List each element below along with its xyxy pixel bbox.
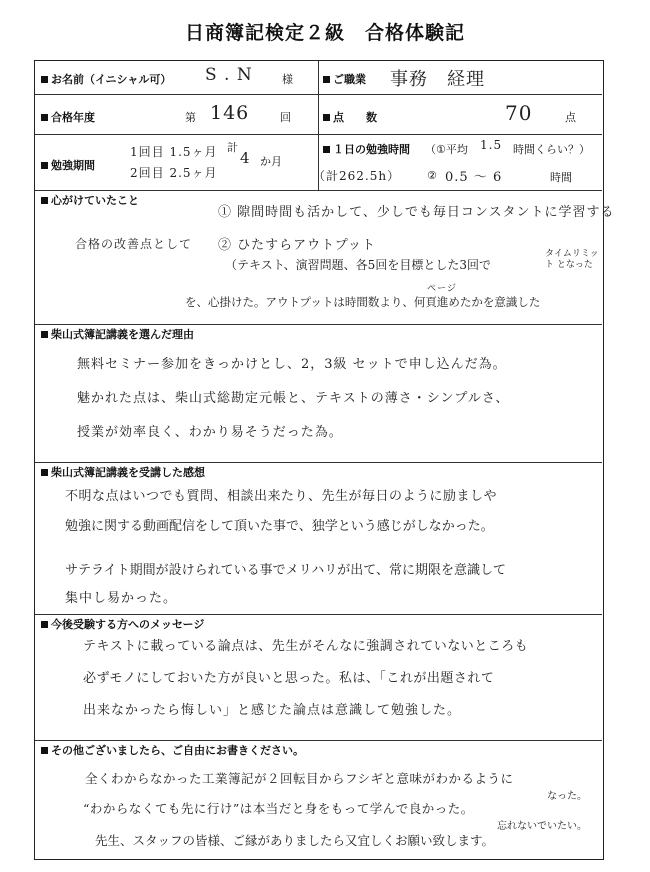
mindset-line3: を、心掛けた。アウトプットは時間数より、何頁進めたかを意識した xyxy=(185,295,541,309)
dai-text: 第 xyxy=(185,111,196,124)
mindset-item2-detail: （テキスト、演習問題、各5回を目標とした3回で xyxy=(225,258,491,272)
other-label: その他ございましたら、ご自由にお書きください。 xyxy=(41,742,304,758)
job-label: ご職業 xyxy=(323,71,366,87)
row-year-score xyxy=(35,95,602,135)
section-other xyxy=(35,741,602,859)
score-label: 点 数 xyxy=(323,109,377,125)
mindset-item2: ② ひたすらアウトプット xyxy=(218,238,376,253)
name-label: お名前（イニシャル可） xyxy=(41,71,171,87)
impression-line-4: 集中し易かった。 xyxy=(65,591,178,606)
mindset-item1: ① 隙間時間も活かして、少しでも毎日コンスタントに学習する xyxy=(218,205,615,220)
mindset-ruby: ページ xyxy=(427,284,457,294)
period-line2: 2回目 2.5ヶ月 xyxy=(130,166,218,180)
total-hours: （計262.5h） xyxy=(313,169,401,183)
period-total-prefix: 計 xyxy=(227,141,239,154)
avg-unit: 時間くらい？） xyxy=(513,143,590,156)
daily-label: １日の勉強時間 xyxy=(323,141,410,157)
section-mindset xyxy=(35,191,615,325)
impression-line-1: 不明な点はいつでも質問、相談出来たり、先生が毎日のように励ましや xyxy=(65,489,498,504)
other-line-1: 全くわからなかった工業簿記が２回転目からフシギと意味がわかるように xyxy=(85,771,514,786)
range-unit: 時間 xyxy=(550,171,572,184)
mindset-note-left: 合格の改善点として xyxy=(75,237,193,251)
period-line1: 1回目 1.5ヶ月 xyxy=(130,145,218,159)
message-line-1: テキストに載っている論点は、先生がそんなに強調されていないところも xyxy=(83,639,529,654)
message-line-3: 出来なかったら悔しい」と感じた論点は意識して勉強した。 xyxy=(83,703,462,718)
score-value: 70 xyxy=(505,101,533,125)
reason-line-3: 授業が効率良く、わかり易そうだった為。 xyxy=(77,425,343,440)
page-title: 日商簿記検定２級 合格体験記 xyxy=(184,22,465,44)
section-reason xyxy=(35,325,602,463)
range-value: 0.5 ～ 6 xyxy=(445,170,503,185)
year-label: 合格年度 xyxy=(41,109,95,125)
period-unit: か月 xyxy=(260,155,282,168)
name-suffix: 様 xyxy=(282,73,293,86)
impression-line-3: サテライト期間が設けられている事でメリハリが出て、常に期限を意識して xyxy=(65,563,506,578)
other-note-right1: なった。 xyxy=(547,791,587,802)
score-unit: 点 xyxy=(565,111,576,124)
mindset-label: 心がけていたこと xyxy=(41,192,139,208)
other-line-3: 先生、スタッフの皆様、ご縁がありましたら又宜しくお願い致します。 xyxy=(95,833,495,848)
section-impression xyxy=(35,463,602,615)
avg-label: （①平均 xyxy=(425,143,468,156)
other-line-2: “わからなくても先に行け”は本当だと身をもって学んで良かった。 xyxy=(83,801,474,816)
message-label: 今後受験する方へのメッセージ xyxy=(41,616,204,632)
impression-label: 柴山式簿記講義を受講した感想 xyxy=(41,464,205,480)
reason-label: 柴山式簿記講義を選んだ理由 xyxy=(41,326,194,342)
impression-line-2: 勉強に関する動画配信をして頂いた事で、独学という感じがしなかった。 xyxy=(65,519,494,534)
period-total: 4 xyxy=(240,149,251,167)
section-message xyxy=(35,615,602,741)
row-period-hours xyxy=(35,135,602,191)
avg-value: 1.5 xyxy=(480,138,503,152)
kai-value: 146 xyxy=(210,102,250,124)
mindset-margin-note: タイムリミット となった xyxy=(545,249,599,270)
message-line-2: 必ずモノにしておいた方が良いと思った。私は、「これが出題されて xyxy=(83,671,495,686)
range-label: ② xyxy=(427,169,437,182)
period-label: 勉強期間 xyxy=(41,157,95,173)
kai-text: 回 xyxy=(280,111,291,124)
reason-line-1: 無料セミナー参加をきっかけとし、2，3級 セットで申し込んだ為。 xyxy=(77,357,507,372)
job-value: 事務 経理 xyxy=(390,69,485,90)
name-value: S . N xyxy=(205,65,253,85)
other-note-right2: 忘れないでいたい。 xyxy=(497,821,587,832)
form-frame xyxy=(34,60,615,860)
row-name-job xyxy=(35,61,602,95)
reason-line-2: 魅かれた点は、柴山式総勘定元帳と、テキストの薄さ・シンプルさ、 xyxy=(77,391,510,406)
